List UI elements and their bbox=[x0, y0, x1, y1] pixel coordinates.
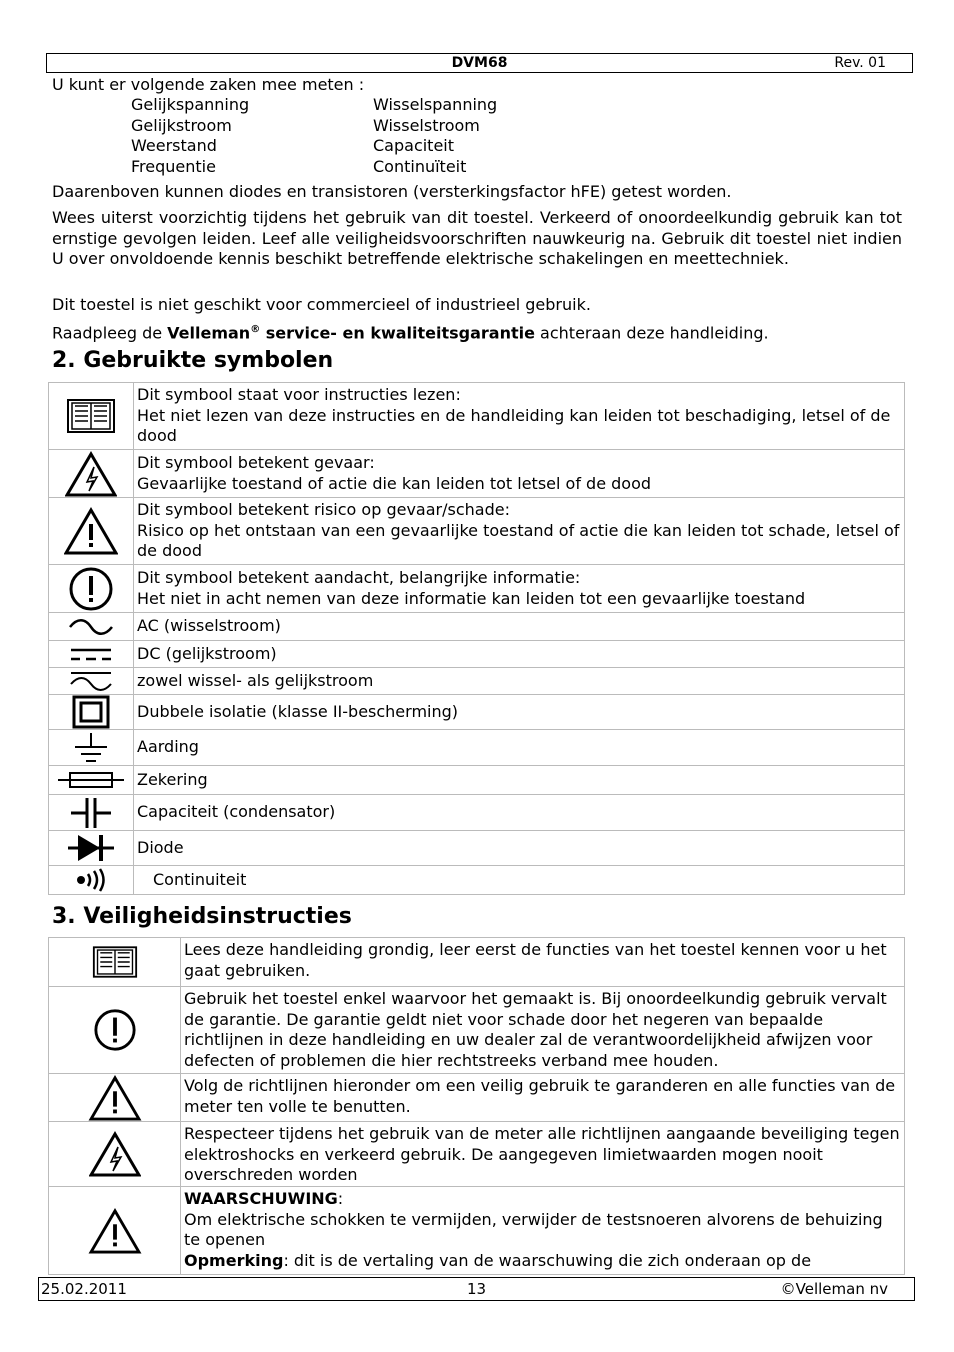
book-icon bbox=[92, 944, 138, 980]
safety-instruction: Gebruik het toestel enkel waarvoor het gemaakt is. Bij onoordeelkundig gebruik vervalt de garantie. De garantie geldt niet voor schade door het negeren van bepaalde richtlijnen in deze handleiding en uw dealer zal de verantwoordelijkheid afwijzen voor defecten of problemen die hier rechtstreeks verband mee houden. bbox=[181, 987, 905, 1074]
revision: Rev. 01 bbox=[834, 55, 886, 71]
symbol-description: Continuiteit bbox=[134, 866, 905, 895]
table-row bbox=[49, 695, 905, 730]
double-insulation-icon bbox=[72, 695, 110, 729]
page-header bbox=[46, 53, 913, 73]
book-icon bbox=[66, 397, 116, 435]
not-commercial-paragraph: Dit toestel is niet geschikt voor commercieel of industrieel gebruik. bbox=[52, 295, 591, 314]
measure-row: Weerstand Capaciteit bbox=[131, 136, 455, 156]
exclamation-triangle-icon bbox=[88, 1208, 142, 1254]
table-row bbox=[49, 1187, 905, 1275]
symbol-description: Dit symbool betekent aandacht, belangrijke informatie: Het niet in acht nemen van deze informatie kan leiden tot een gevaarlijke toestand bbox=[134, 565, 905, 613]
table-row bbox=[49, 1074, 905, 1122]
table-row bbox=[49, 641, 905, 668]
table-row bbox=[49, 565, 905, 613]
diodes-paragraph: Daarenboven kunnen diodes en transistoren (versterkingsfactor hFE) getest worden. bbox=[52, 182, 732, 201]
table-row bbox=[49, 613, 905, 641]
lightning-triangle-icon bbox=[65, 451, 117, 497]
symbol-description: Capaciteit (condensator) bbox=[134, 795, 905, 831]
symbol-description: Diode bbox=[134, 831, 905, 866]
symbols-table bbox=[48, 382, 905, 895]
table-row bbox=[49, 383, 905, 450]
safety-instruction: Respecteer tijdens het gebruik van de meter alle richtlijnen aangaande beveiliging tegen elektroshocks en verkeerd gebruik. De aangegeven limietwaarden mogen nooit overschreden worden bbox=[181, 1122, 905, 1187]
table-row bbox=[49, 987, 905, 1074]
table-row bbox=[49, 831, 905, 866]
document-title: DVM68 bbox=[451, 55, 508, 71]
exclamation-triangle-icon bbox=[88, 1075, 142, 1121]
table-row bbox=[49, 498, 905, 565]
symbol-description: Dit symbool betekent risico op gevaar/schade: Risico op het ontstaan van een gevaarlijke toestand of actie die kan leiden tot schade, letsel of de dood bbox=[134, 498, 905, 565]
symbol-description: DC (gelijkstroom) bbox=[134, 641, 905, 668]
symbol-description: zowel wissel- als gelijkstroom bbox=[134, 668, 905, 695]
warning-paragraph: Wees uiterst voorzichtig tijdens het gebruik van dit toestel. Verkeerd of onoordeelkundig gebruik kan tot ernstige gevolgen leiden. Leef alle veiligheidsvoorschriften nauwkeurig na. Gebruik dit toestel niet indien U over onvoldoende kennis beschikt betreffende elektrische schakelingen en meettechniek. bbox=[52, 208, 902, 269]
measure-row: Gelijkstroom Wisselstroom bbox=[131, 115, 480, 135]
exclamation-circle-icon bbox=[67, 566, 115, 612]
table-row bbox=[49, 766, 905, 795]
lightning-triangle-icon bbox=[89, 1131, 141, 1177]
safety-instruction: Lees deze handleiding grondig, leer eerst de functies van het toestel kennen voor u het gaat gebruiken. bbox=[181, 938, 905, 987]
symbol-description: AC (wisselstroom) bbox=[134, 613, 905, 641]
exclamation-circle-icon bbox=[92, 1008, 138, 1052]
consult-paragraph: Raadpleeg de Velleman® service- en kwaliteitsgarantie achteraan deze handleiding. bbox=[52, 323, 769, 343]
measure-row: Gelijkspanning Wisselspanning bbox=[131, 95, 498, 114]
page-number: 13 bbox=[466, 1280, 487, 1298]
page-footer bbox=[38, 1277, 915, 1301]
ac-dc-icon bbox=[68, 670, 114, 692]
capacitor-icon bbox=[69, 796, 113, 830]
intro-lead: U kunt er volgende zaken mee meten : bbox=[52, 75, 365, 94]
symbol-description: Dit symbool betekent gevaar: Gevaarlijke toestand of actie die kan leiden tot letsel of de dood bbox=[134, 450, 905, 498]
table-row bbox=[49, 450, 905, 498]
table-row bbox=[49, 668, 905, 695]
table-row bbox=[49, 938, 905, 987]
table-row bbox=[49, 730, 905, 766]
measure-row: Frequentie Continuïteit bbox=[131, 156, 467, 176]
measure-list bbox=[131, 95, 497, 177]
dc-icon bbox=[68, 645, 114, 663]
diode-icon bbox=[66, 832, 116, 864]
continuity-icon bbox=[75, 868, 107, 892]
section-2-title: 2. Gebruikte symbolen bbox=[52, 348, 334, 373]
symbol-description: Dubbele isolatie (klasse II-bescherming) bbox=[134, 695, 905, 730]
table-row bbox=[49, 866, 905, 895]
symbol-description: Zekering bbox=[134, 766, 905, 795]
symbol-description: Dit symbool staat voor instructies lezen: Het niet lezen van deze instructies en de handleiding kan leiden tot beschadiging, letsel of de dood bbox=[134, 383, 905, 450]
ac-wave-icon bbox=[67, 618, 115, 636]
fuse-icon bbox=[56, 770, 126, 790]
ground-icon bbox=[71, 731, 111, 765]
table-row bbox=[49, 1122, 905, 1187]
safety-instruction: WAARSCHUWING: Om elektrische schokken te vermijden, verwijder de testsnoeren alvorens de behuizing te openen Opmerking: dit is de vertaling van de waarschuwing die zich onderaan op de bbox=[181, 1187, 905, 1275]
section-3-title: 3. Veiligheidsinstructies bbox=[52, 904, 352, 929]
footer-copyright: ©Velleman nv bbox=[780, 1280, 888, 1298]
exclamation-triangle-icon bbox=[64, 507, 118, 555]
symbol-description: Aarding bbox=[134, 730, 905, 766]
safety-instruction: Volg de richtlijnen hieronder om een veilig gebruik te garanderen en alle functies van de meter ten volle te benutten. bbox=[181, 1074, 905, 1122]
table-row bbox=[49, 795, 905, 831]
safety-table bbox=[48, 937, 905, 1275]
footer-date: 25.02.2011 bbox=[41, 1280, 127, 1298]
